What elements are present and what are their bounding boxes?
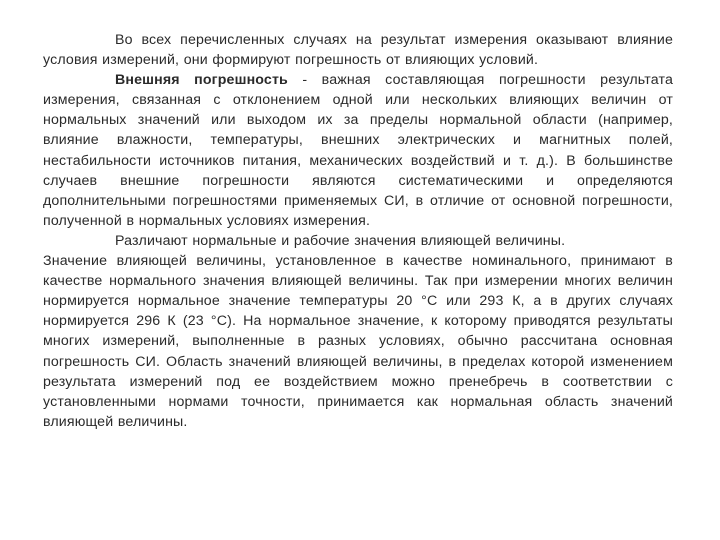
- document-text: [43, 30, 673, 432]
- paragraph-text: Различают нормальные и рабочие значения влияющей величины.: [115, 232, 566, 249]
- paragraph-normal-working-values: [43, 231, 673, 251]
- paragraph-nominal-value: [43, 251, 673, 432]
- paragraph-text: Во всех перечисленных случаях на результат измерения оказывают влияние условия измерений, они формируют погрешность от влияющих условий.: [43, 32, 673, 69]
- paragraph-text: Значение влияющей величины, установленное в качестве номинального, принимают в качестве нормального значения влияющей величины. Так при измерении многих величин нормируется нормальное значение температуры 20 °С или 293 К, а в других случаях нормируется 296 К (23 °С). На нормальное значение, к которому приводятся результаты многих измерений, выполненные в разных условиях, обычно рассчитана основная погрешность СИ. Область значений влияющей величины, в пределах которой изменением результата измерений под ее воздействием можно пренебречь в соответствии с установленными нормами точности, принимается как нормальная область значений влияющей величины.: [43, 253, 673, 430]
- paragraph-influence-conditions: [43, 30, 673, 70]
- term-external-error: Внешняя погрешность: [115, 72, 288, 89]
- paragraph-external-error: [43, 70, 673, 231]
- paragraph-text: - важная составляющая погрешности результата измерения, связанная с отклонением одной или нескольких влияющих величин от нормальных значений или выходом их за пределы нормальной области (например, влияние влажности, температуры, внешних электрических и магнитных полей, нестабильности источников питания, механических воздействий и т. д.). В большинстве случаев внешние погрешности являются систематическими и определяются дополнительными погрешностями применяемых СИ, в отличие от основной погрешности, полученной в нормальных условиях измерения.: [43, 72, 673, 229]
